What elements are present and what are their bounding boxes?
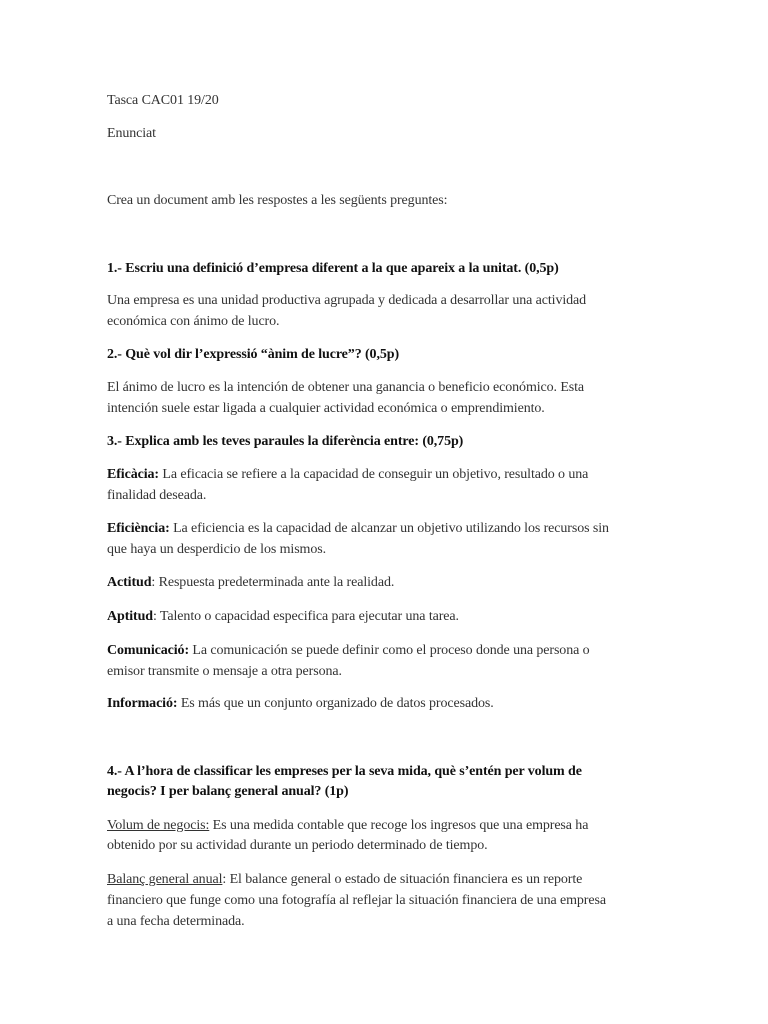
eficacia-term: Eficàcia: <box>107 467 159 482</box>
answer-2-line-2: intención suele estar ligada a cualquier actividad económica o emprendimiento. <box>107 401 545 416</box>
volum-text: Es una medida contable que recoge los ingresos que una empresa ha <box>209 818 589 833</box>
balanc-definition-cont-2: a una fecha determinada. <box>107 914 245 929</box>
comunicacio-definition-cont: emisor transmite o mensaje a otra persona. <box>107 664 342 679</box>
aptitud-term: Aptitud <box>107 609 153 624</box>
question-4-line-2: negocis? I per balanç general anual? (1p) <box>107 784 349 799</box>
comunicacio-definition <box>107 641 590 661</box>
balanc-term: Balanç general anual <box>107 872 223 887</box>
informacio-term: Informació: <box>107 696 178 711</box>
document-header: Tasca CAC01 19/20 <box>107 93 219 108</box>
balanc-definition <box>107 870 582 890</box>
eficacia-definition-cont: finalidad deseada. <box>107 488 207 503</box>
balanc-definition-cont-1: financiero que funge como una fotografía al reflejar la situación financiera de una empresa <box>107 893 606 908</box>
intro-text: Crea un document amb les respostes a les següents preguntes: <box>107 193 448 208</box>
balanc-text: : El balance general o estado de situación financiera es un reporte <box>222 872 583 887</box>
actitud-definition <box>107 573 394 593</box>
actitud-term: Actitud <box>107 575 152 590</box>
eficiencia-definition <box>107 519 609 539</box>
eficiencia-term: Eficiència: <box>107 521 170 536</box>
eficacia-text: La eficacia se refiere a la capacidad de conseguir un objetivo, resultado o una <box>158 467 589 482</box>
informacio-text: Es más que un conjunto organizado de datos procesados. <box>177 696 494 711</box>
question-4-line-1: 4.- A l’hora de classificar les empreses per la seva mida, què s’entén per volum de <box>107 764 582 779</box>
informacio-definition <box>107 694 494 714</box>
answer-1-line-1: Una empresa es una unidad productiva agrupada y dedicada a desarrollar una actividad <box>107 293 587 308</box>
aptitud-text: : Talento o capacidad especifica para ejecutar una tarea. <box>152 609 459 624</box>
volum-term: Volum de negocis: <box>107 818 210 833</box>
question-1: 1.- Escriu una definició d’empresa diferent a la que apareix a la unitat. (0,5p) <box>107 261 559 276</box>
eficiencia-text: La eficiencia es la capacidad de alcanzar un objetivo utilizando los recursos sin <box>169 521 609 536</box>
comunicacio-term: Comunicació: <box>107 643 190 658</box>
comunicacio-text: La comunicación se puede definir como el proceso donde una persona o <box>189 643 590 658</box>
aptitud-definition <box>107 607 459 627</box>
question-2: 2.- Què vol dir l’expressió “ànim de lucre”? (0,5p) <box>107 347 400 362</box>
volum-definition <box>107 816 588 836</box>
eficacia-definition <box>107 465 588 485</box>
actitud-text: : Respuesta predeterminada ante la realidad. <box>151 575 395 590</box>
question-3: 3.- Explica amb les teves paraules la diferència entre: (0,75p) <box>107 434 464 449</box>
volum-definition-cont: obtenido por su actividad durante un periodo determinado de tiempo. <box>107 838 488 853</box>
eficiencia-definition-cont: que haya un desperdicio de los mismos. <box>107 542 326 557</box>
answer-1-line-2: económica con ánimo de lucro. <box>107 314 280 329</box>
document-subheader: Enunciat <box>107 126 156 141</box>
answer-2-line-1: El ánimo de lucro es la intención de obtener una ganancia o beneficio económico. Esta <box>107 380 585 395</box>
